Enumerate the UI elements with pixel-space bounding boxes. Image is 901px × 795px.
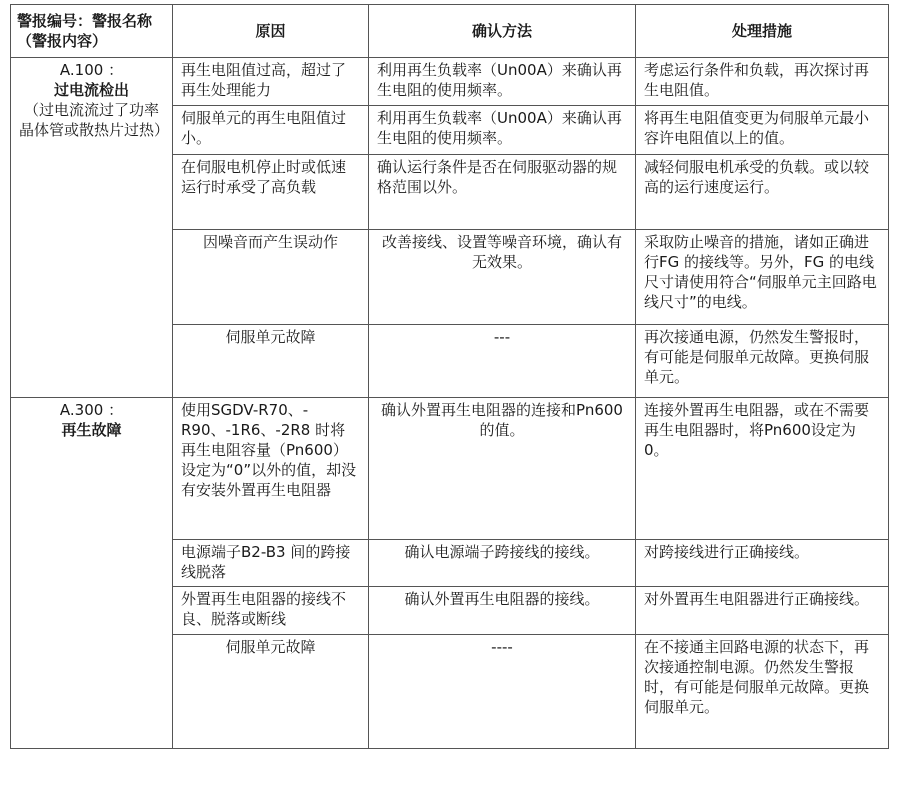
action-cell: 考虑运行条件和负载，再次探讨再生电阻值。 <box>636 58 889 106</box>
confirm-cell: 确认电源端子跨接线的接线。 <box>369 540 636 587</box>
alarm-code: A.300 ： <box>59 401 124 419</box>
alarm-cell <box>11 398 173 749</box>
action-cell: 将再生电阻值变更为伺服单元最小容许电阻值以上的值。 <box>636 106 889 155</box>
header-action: 处理措施 <box>636 5 889 58</box>
confirm-cell: ---- <box>369 635 636 749</box>
confirm-cell: 确认外置再生电阻器的连接和Pn600 的值。 <box>369 398 636 540</box>
alarm-name: 再生故障 <box>61 421 122 439</box>
cause-cell: 再生电阻值过高，超过了再生处理能力 <box>173 58 369 106</box>
confirm-cell: 改善接线、设置等噪音环境，确认有无效果。 <box>369 230 636 325</box>
action-cell: 对外置再生电阻器进行正确接线。 <box>636 587 889 635</box>
cause-cell: 伺服单元故障 <box>173 325 369 398</box>
cause-cell: 外置再生电阻器的接线不良、脱落或断线 <box>173 587 369 635</box>
header-row <box>11 5 889 58</box>
confirm-cell: 确认外置再生电阻器的接线。 <box>369 587 636 635</box>
cause-cell: 伺服单元的再生电阻值过小。 <box>173 106 369 155</box>
alarm-code: A.100 ： <box>59 61 124 79</box>
header-cause: 原因 <box>173 5 369 58</box>
header-confirm: 确认方法 <box>369 5 636 58</box>
cause-cell: 因噪音而产生误动作 <box>173 230 369 325</box>
cause-cell: 电源端子B2-B3 间的跨接线脱落 <box>173 540 369 587</box>
action-cell: 减轻伺服电机承受的负载。或以较高的运行速度运行。 <box>636 155 889 230</box>
action-cell: 采取防止噪音的措施，诸如正确进行FG 的接线等。另外，FG 的电线尺寸请使用符合“伺服单元主回路电线尺寸”的电线。 <box>636 230 889 325</box>
confirm-cell: --- <box>369 325 636 398</box>
cause-cell: 使用SGDV-R70、-R90、-1R6、-2R8 时将再生电阻容量（Pn600）设定为“0”以外的值，却没有安装外置再生电阻器 <box>173 398 369 540</box>
header-alarm: 警报编号：警报名称（警报内容） <box>11 5 173 58</box>
action-cell: 在不接通主回路电源的状态下，再次接通控制电源。仍然发生警报时，有可能是伺服单元故障。更换伺服单元。 <box>636 635 889 749</box>
cause-cell: 在伺服电机停止时或低速运行时承受了高负载 <box>173 155 369 230</box>
alarm-desc: （过电流流过了功率晶体管或散热片过热） <box>19 101 170 139</box>
confirm-cell: 确认运行条件是否在伺服驱动器的规格范围以外。 <box>369 155 636 230</box>
alarm-table <box>10 4 889 749</box>
action-cell: 再次接通电源，仍然发生警报时，有可能是伺服单元故障。更换伺服单元。 <box>636 325 889 398</box>
confirm-cell: 利用再生负载率（Un00A）来确认再生电阻的使用频率。 <box>369 106 636 155</box>
confirm-cell: 利用再生负载率（Un00A）来确认再生电阻的使用频率。 <box>369 58 636 106</box>
table-row <box>11 58 889 106</box>
cause-cell: 伺服单元故障 <box>173 635 369 749</box>
action-cell: 连接外置再生电阻器，或在不需要再生电阻器时，将Pn600设定为0。 <box>636 398 889 540</box>
action-cell: 对跨接线进行正确接线。 <box>636 540 889 587</box>
table-row <box>11 398 889 540</box>
alarm-cell <box>11 58 173 398</box>
alarm-name: 过电流检出 <box>53 81 129 99</box>
